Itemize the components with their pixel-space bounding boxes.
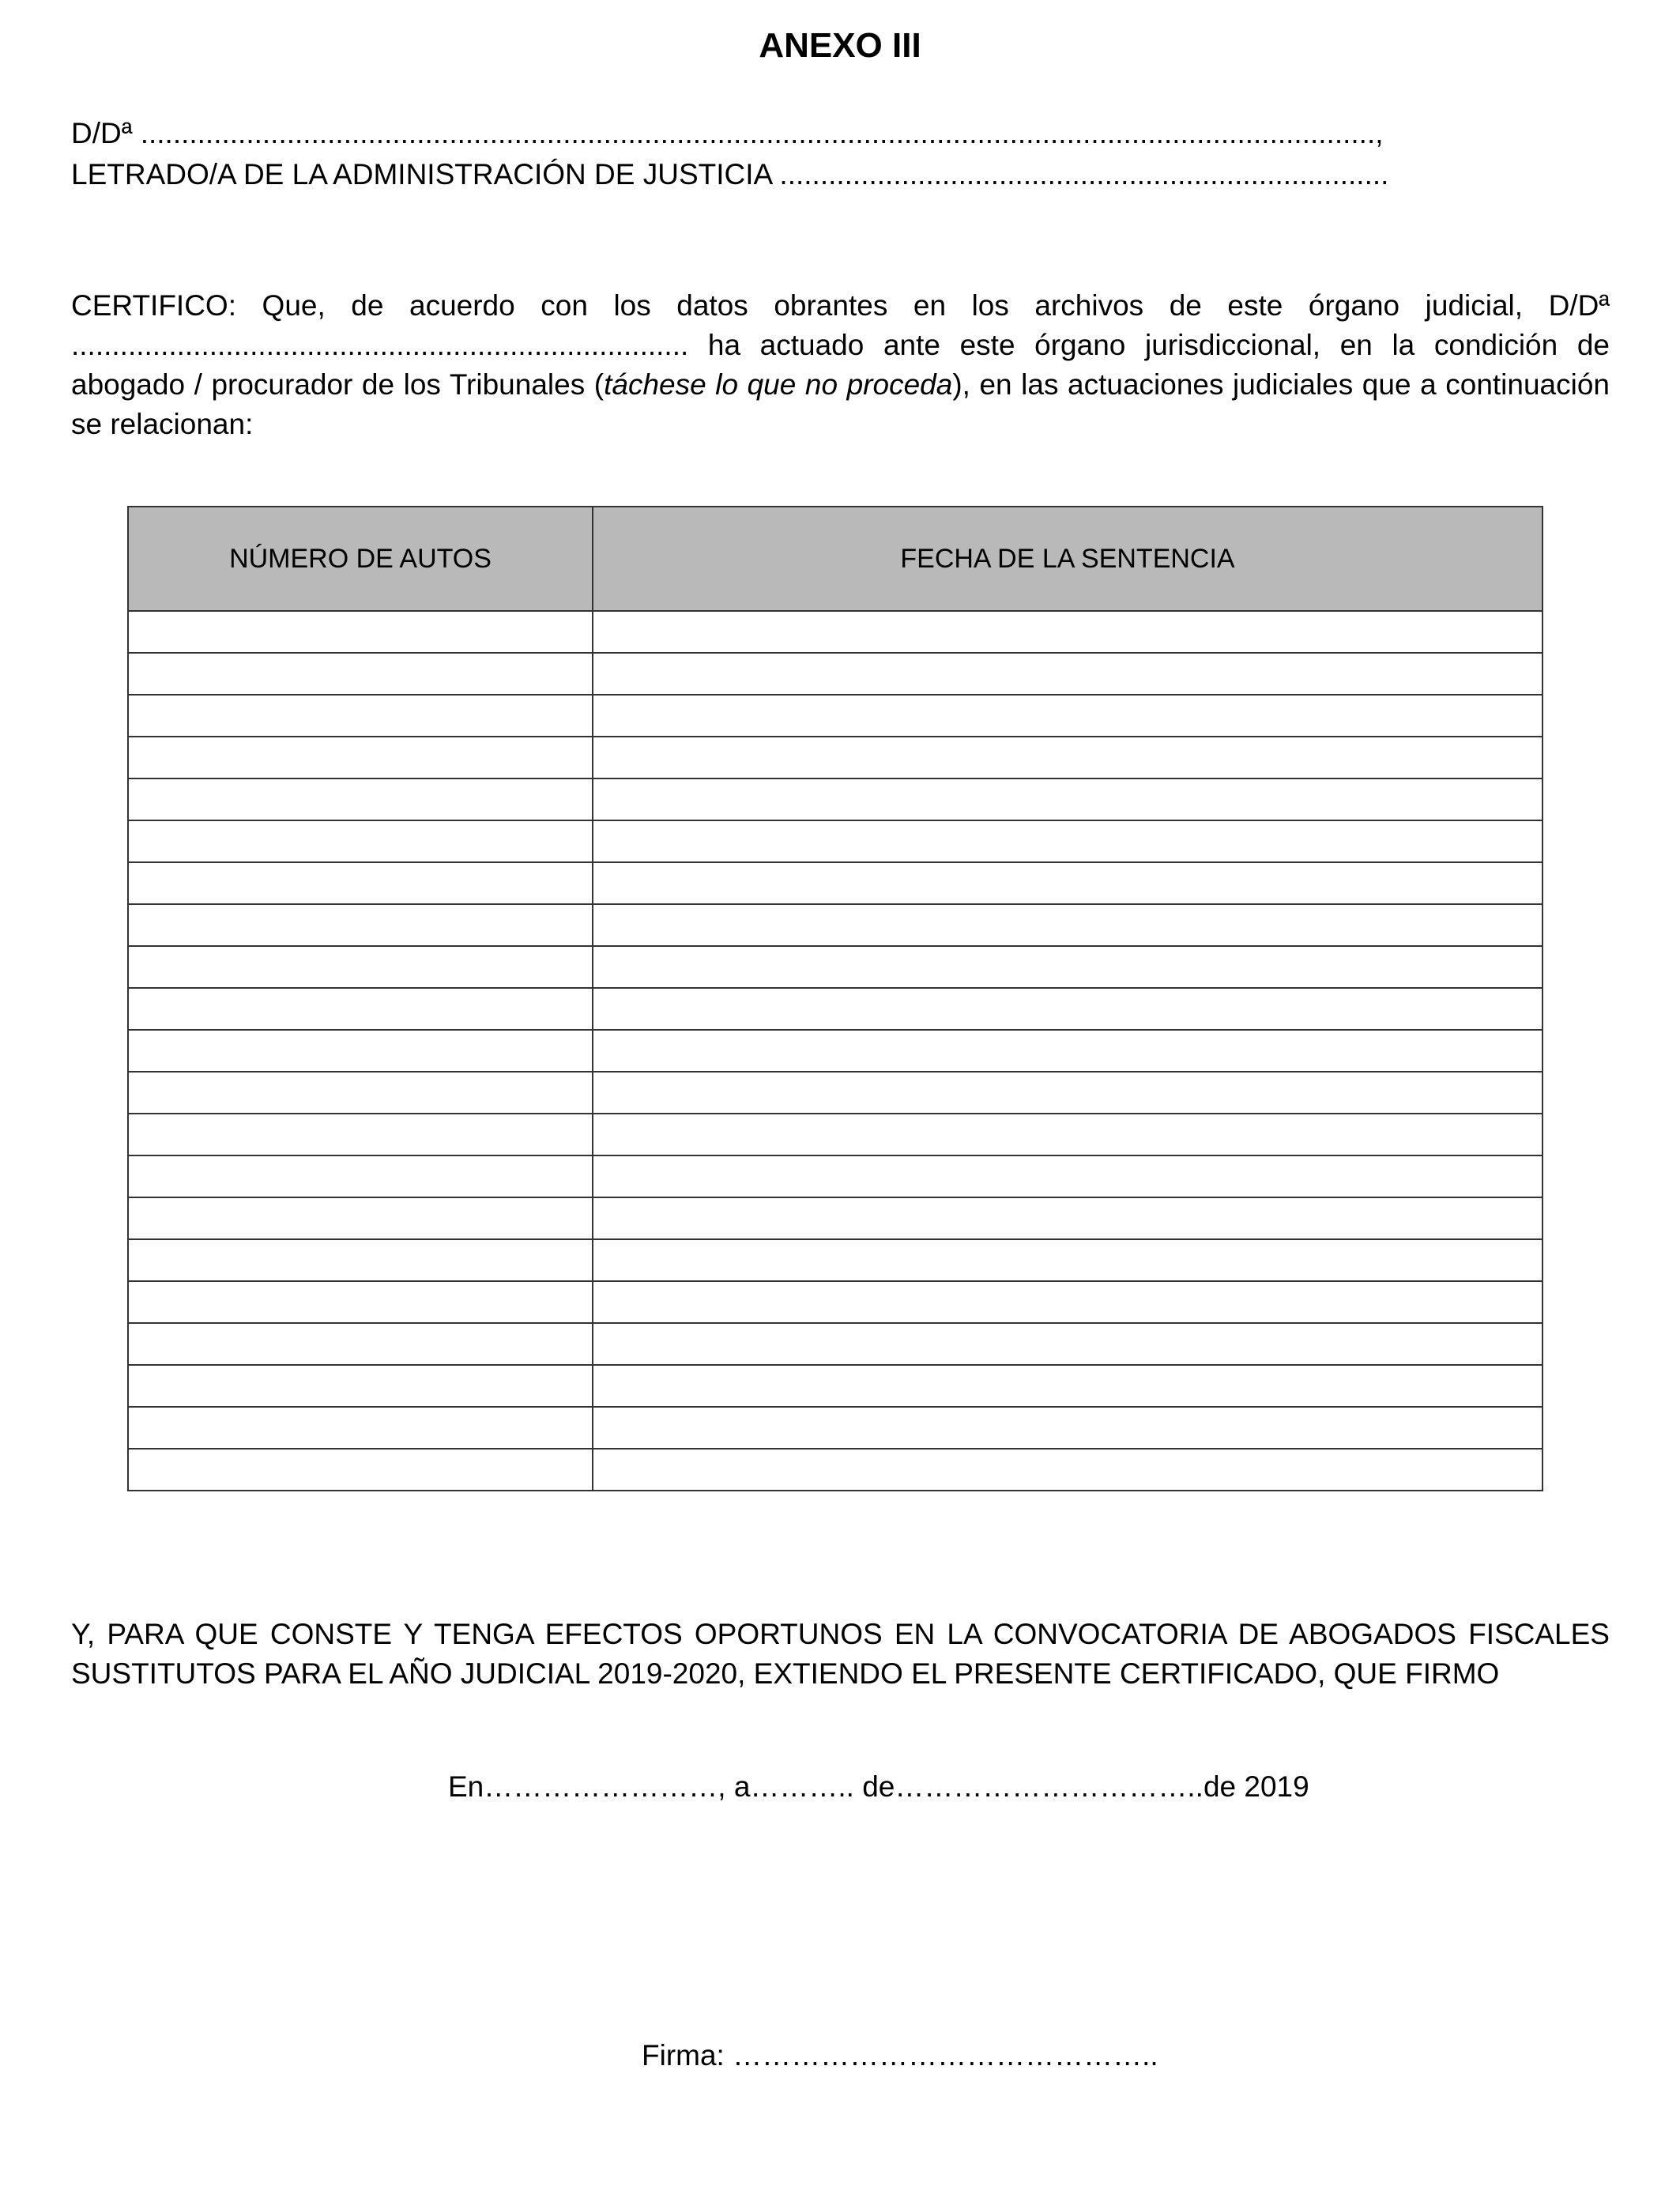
cell-numero-autos[interactable] bbox=[128, 1281, 593, 1323]
table-body bbox=[128, 611, 1543, 1491]
cell-numero-autos[interactable] bbox=[128, 1365, 593, 1407]
cell-fecha-sentencia[interactable] bbox=[593, 820, 1543, 862]
cell-fecha-sentencia[interactable] bbox=[593, 1114, 1543, 1155]
table-row bbox=[128, 695, 1543, 737]
header-name-line: D/Dª ........................................................................................................................................................, bbox=[71, 117, 1384, 149]
cell-numero-autos[interactable] bbox=[128, 1407, 593, 1449]
cell-fecha-sentencia[interactable] bbox=[593, 778, 1543, 820]
cell-fecha-sentencia[interactable] bbox=[593, 1197, 1543, 1239]
cell-fecha-sentencia[interactable] bbox=[593, 1449, 1543, 1491]
cell-numero-autos[interactable] bbox=[128, 1155, 593, 1197]
certifico-text-part1: CERTIFICO: Que, de acuerdo con los datos obrantes en los archivos de este órgano judicial, D/Dª ............................................................................ ha actuado ante este órgano jurisdiccional, en la condición de abogado / procurador de los Tribunales ( bbox=[71, 289, 1610, 401]
cell-numero-autos[interactable] bbox=[128, 1323, 593, 1365]
table-row bbox=[128, 1155, 1543, 1197]
cell-fecha-sentencia[interactable] bbox=[593, 1030, 1543, 1072]
table-row bbox=[128, 1030, 1543, 1072]
cell-numero-autos[interactable] bbox=[128, 1114, 593, 1155]
table-row bbox=[128, 820, 1543, 862]
cell-numero-autos[interactable] bbox=[128, 653, 593, 695]
cell-fecha-sentencia[interactable] bbox=[593, 1155, 1543, 1197]
cell-fecha-sentencia[interactable] bbox=[593, 1281, 1543, 1323]
date-line: En……………………, a……….. de…………………………..de 2019 bbox=[448, 1770, 1309, 1803]
cell-fecha-sentencia[interactable] bbox=[593, 653, 1543, 695]
signature-line: Firma: …………………………………….. bbox=[642, 2039, 1158, 2071]
table-row bbox=[128, 988, 1543, 1030]
cell-numero-autos[interactable] bbox=[128, 1197, 593, 1239]
table-row bbox=[128, 904, 1543, 946]
cell-fecha-sentencia[interactable] bbox=[593, 1239, 1543, 1281]
table-row bbox=[128, 1281, 1543, 1323]
cell-numero-autos[interactable] bbox=[128, 988, 593, 1030]
header-numero-autos: NÚMERO DE AUTOS bbox=[128, 507, 593, 611]
cell-numero-autos[interactable] bbox=[128, 695, 593, 737]
table-row bbox=[128, 862, 1543, 904]
table-row bbox=[128, 1239, 1543, 1281]
header-letrado-line: LETRADO/A DE LA ADMINISTRACIÓN DE JUSTICIA ........................................................................... bbox=[71, 158, 1389, 190]
certifico-text-part2: ), en las actuaciones judiciales que a continuación se relacionan: bbox=[71, 368, 1610, 440]
cell-fecha-sentencia[interactable] bbox=[593, 737, 1543, 778]
table-header-row bbox=[128, 507, 1543, 611]
cell-numero-autos[interactable] bbox=[128, 1449, 593, 1491]
cell-numero-autos[interactable] bbox=[128, 862, 593, 904]
table-row bbox=[128, 1407, 1543, 1449]
cell-numero-autos[interactable] bbox=[128, 1072, 593, 1114]
cell-fecha-sentencia[interactable] bbox=[593, 1323, 1543, 1365]
cell-numero-autos[interactable] bbox=[128, 1030, 593, 1072]
cell-fecha-sentencia[interactable] bbox=[593, 611, 1543, 653]
cell-fecha-sentencia[interactable] bbox=[593, 904, 1543, 946]
table-row bbox=[128, 1072, 1543, 1114]
cell-numero-autos[interactable] bbox=[128, 1239, 593, 1281]
table-row bbox=[128, 1114, 1543, 1155]
table-row bbox=[128, 1323, 1543, 1365]
table-row bbox=[128, 653, 1543, 695]
page-title: ANEXO III bbox=[759, 26, 921, 65]
table-row bbox=[128, 737, 1543, 778]
cell-fecha-sentencia[interactable] bbox=[593, 695, 1543, 737]
cell-numero-autos[interactable] bbox=[128, 820, 593, 862]
header-fecha-sentencia: FECHA DE LA SENTENCIA bbox=[593, 507, 1543, 611]
cell-fecha-sentencia[interactable] bbox=[593, 1365, 1543, 1407]
table-row bbox=[128, 1365, 1543, 1407]
cell-fecha-sentencia[interactable] bbox=[593, 988, 1543, 1030]
autos-table bbox=[127, 506, 1543, 1491]
cell-numero-autos[interactable] bbox=[128, 737, 593, 778]
cell-fecha-sentencia[interactable] bbox=[593, 1072, 1543, 1114]
cell-numero-autos[interactable] bbox=[128, 778, 593, 820]
certifico-paragraph bbox=[71, 286, 1610, 444]
cell-numero-autos[interactable] bbox=[128, 946, 593, 988]
cell-numero-autos[interactable] bbox=[128, 904, 593, 946]
table-row bbox=[128, 1449, 1543, 1491]
table-row bbox=[128, 1197, 1543, 1239]
header-block bbox=[71, 113, 1612, 195]
certifico-italic-note: táchese lo que no proceda bbox=[604, 368, 953, 401]
table-row bbox=[128, 946, 1543, 988]
cell-numero-autos[interactable] bbox=[128, 611, 593, 653]
table-row bbox=[128, 611, 1543, 653]
table-row bbox=[128, 778, 1543, 820]
closing-paragraph: Y, PARA QUE CONSTE Y TENGA EFECTOS OPORTUNOS EN LA CONVOCATORIA DE ABOGADOS FISCALES SUSTITUTOS PARA EL AÑO JUDICIAL 2019-2020, EXTIENDO EL PRESENTE CERTIFICADO, QUE FIRMO bbox=[71, 1618, 1610, 1690]
cell-fecha-sentencia[interactable] bbox=[593, 1407, 1543, 1449]
cell-fecha-sentencia[interactable] bbox=[593, 862, 1543, 904]
cell-fecha-sentencia[interactable] bbox=[593, 946, 1543, 988]
